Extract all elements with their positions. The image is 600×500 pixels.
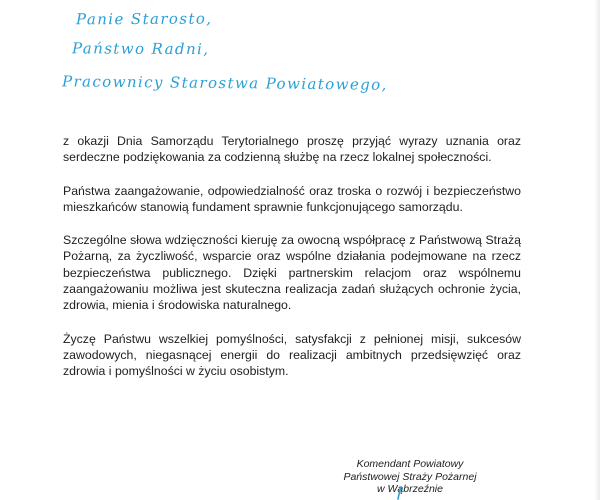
paragraph-wishes: Życzę Państwu wszelkiej pomyślności, satysfakcji z pełnionej misji, sukcesów zawodowych, niegasnącej energii do realizacji ambitnych przedsięwzięć oraz zdrowia i pomyślności w życiu osobistym. bbox=[63, 331, 521, 379]
salutation-line-radni: Państwo Radni, bbox=[71, 39, 210, 59]
paragraph-gratitude: Szczególne słowa wdzięczności kieruję za owocną współpracę z Państwową Strażą Pożarną, za życzliwość, wsparcie oraz wspólne działania podejmowane na rzecz bezpieczeństwa publicznego. Dzięki partnerskim relacjom oraz wspólnemu zaangażowaniu możliwa jest skuteczna realizacja zadań służących ochronie życia, zdrowia, mienia i środowiska naturalnego. bbox=[63, 233, 521, 313]
paragraph-commitment: Państwa zaangażowanie, odpowiedzialność oraz troska o rozwój i bezpieczeństwo mieszkańców stanowią fundament sprawnie funkcjonującego samorządu. bbox=[63, 183, 521, 214]
signature-title: Komendant Powiatowy bbox=[356, 458, 464, 470]
page-edge-shadow bbox=[594, 0, 600, 500]
salutation-line-pracownicy: Pracownicy Starostwa Powiatowego, bbox=[61, 72, 388, 94]
signature-location: w Wąbrzeźnie bbox=[377, 483, 443, 495]
letter-body bbox=[63, 133, 521, 397]
paragraph-greeting: z okazji Dnia Samorządu Terytorialnego proszę przyjąć wyrazy uznania oraz serdeczne podziękowania za codzienną służbę na rzecz lokalnej społeczności. bbox=[63, 134, 521, 165]
signature-block bbox=[330, 458, 490, 496]
handwritten-salutation bbox=[61, 8, 572, 94]
signature-institution: Państwowej Straży Pożarnej bbox=[343, 470, 477, 483]
signature-pen-stroke-icon bbox=[396, 486, 404, 500]
salutation-line-starosta: Panie Starosto, bbox=[75, 9, 213, 29]
